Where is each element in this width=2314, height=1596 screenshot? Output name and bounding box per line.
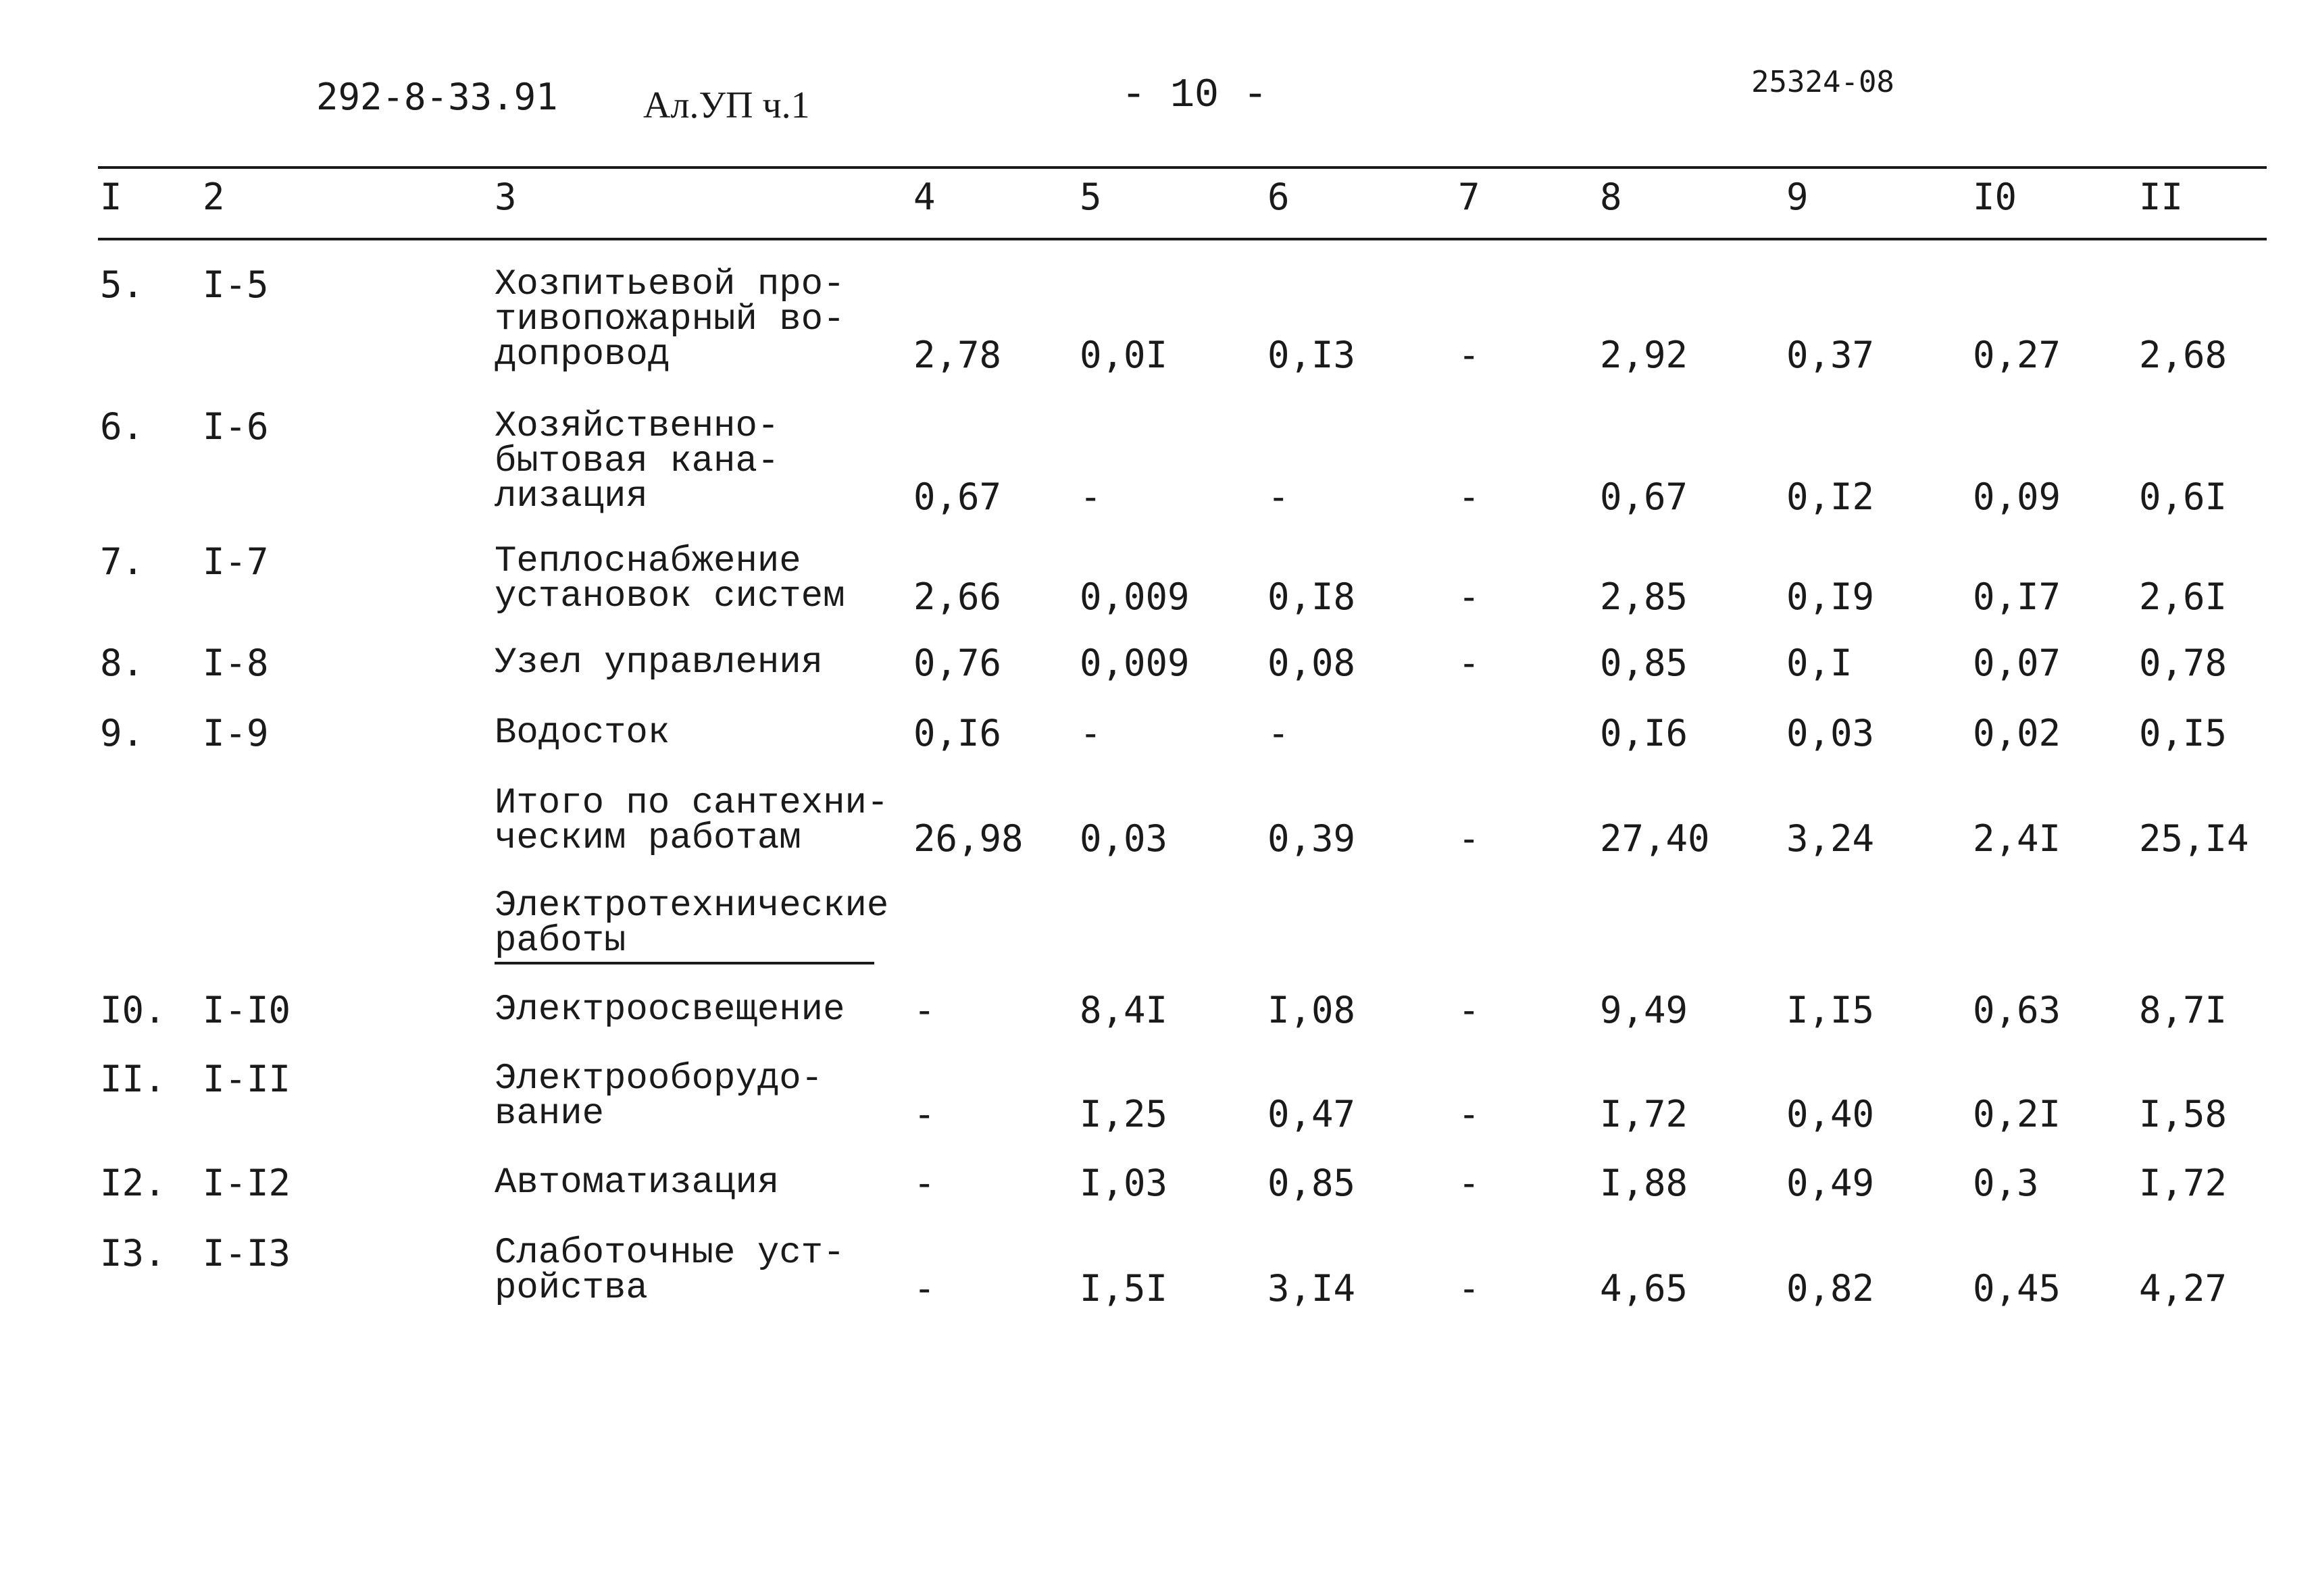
- row-value-col-4: 2,66: [913, 575, 1002, 618]
- row-value-col-6: I,08: [1267, 989, 1356, 1031]
- row-value-col-4: -: [913, 989, 936, 1031]
- column-header-9: 9: [1786, 176, 1809, 218]
- row-value-col-11: I,58: [2139, 1093, 2228, 1135]
- row-value-col-4: -: [913, 1267, 936, 1310]
- column-header-5: 5: [1080, 176, 1102, 218]
- row-value-col-5: 0,009: [1080, 575, 1190, 618]
- document-code: 292-8-33.91: [316, 76, 558, 118]
- row-value-col-6: -: [1267, 712, 1290, 754]
- page-number: - 10 -: [1122, 73, 1268, 119]
- row-value-col-9: I,I5: [1786, 989, 1875, 1031]
- row-value-col-9: 0,40: [1786, 1093, 1875, 1135]
- row-value-col-11: 0,78: [2139, 642, 2228, 684]
- row-number: 5.: [100, 263, 145, 306]
- row-value-col-7: -: [1458, 575, 1480, 618]
- row-value-col-10: 0,63: [1973, 989, 2061, 1031]
- row-value-col-9: 0,I2: [1786, 475, 1875, 518]
- row-number: II.: [100, 1058, 166, 1100]
- row-value-col-8: I,72: [1600, 1093, 1688, 1135]
- row-value-col-6: -: [1267, 475, 1290, 518]
- row-value-col-7: -: [1458, 1267, 1480, 1310]
- section-heading-underline: [495, 962, 874, 964]
- row-name: Электрооборудо- вание: [495, 1058, 824, 1135]
- row-value-col-5: -: [1080, 475, 1102, 518]
- row-code: I-8: [203, 642, 269, 684]
- row-number: 8.: [100, 642, 145, 684]
- row-value-col-9: 0,I: [1786, 642, 1853, 684]
- column-header-1: I: [100, 176, 122, 218]
- row-number: I3.: [100, 1232, 166, 1275]
- row-value-col-8: 2,85: [1600, 575, 1688, 618]
- column-header-3: 3: [495, 176, 517, 218]
- row-value-col-10: 0,02: [1973, 712, 2061, 754]
- row-name: Итого по сантехни- ческим работам: [495, 783, 889, 859]
- row-value-col-5: I,25: [1080, 1093, 1168, 1135]
- row-value-col-6: 0,39: [1267, 817, 1356, 860]
- row-value-col-4: 0,76: [913, 642, 1002, 684]
- row-value-col-11: 2,68: [2139, 334, 2228, 376]
- row-value-col-10: 0,45: [1973, 1267, 2061, 1310]
- column-header-8: 8: [1600, 176, 1622, 218]
- row-number: I2.: [100, 1162, 166, 1204]
- row-value-col-4: -: [913, 1162, 936, 1204]
- row-value-col-4: 0,67: [913, 475, 1002, 518]
- row-value-col-6: 0,08: [1267, 642, 1356, 684]
- row-value-col-5: I,03: [1080, 1162, 1168, 1204]
- row-value-col-6: 0,85: [1267, 1162, 1356, 1204]
- row-value-col-7: -: [1458, 1093, 1480, 1135]
- row-value-col-6: 0,47: [1267, 1093, 1356, 1135]
- row-value-col-11: 0,6I: [2139, 475, 2228, 518]
- row-value-col-5: 0,0I: [1080, 334, 1168, 376]
- row-value-col-6: 0,I3: [1267, 334, 1356, 376]
- row-code: I-I3: [203, 1232, 291, 1275]
- row-number: I0.: [100, 989, 166, 1031]
- row-value-col-4: 26,98: [913, 817, 1024, 860]
- row-number: 7.: [100, 540, 145, 583]
- row-value-col-7: -: [1458, 475, 1480, 518]
- row-value-col-8: 9,49: [1600, 989, 1688, 1031]
- row-name: Теплоснабжение установок систем: [495, 541, 845, 617]
- column-header-7: 7: [1458, 176, 1480, 218]
- row-value-col-9: 0,82: [1786, 1267, 1875, 1310]
- table-header-bottom-rule: [98, 238, 2267, 240]
- row-value-col-11: 0,I5: [2139, 712, 2228, 754]
- row-value-col-7: -: [1458, 1162, 1480, 1204]
- row-name: Автоматизация: [495, 1162, 780, 1204]
- row-value-col-7: -: [1458, 817, 1480, 860]
- row-value-col-10: 0,I7: [1973, 575, 2061, 618]
- row-value-col-6: 3,I4: [1267, 1267, 1356, 1310]
- row-value-col-8: 27,40: [1600, 817, 1710, 860]
- row-value-col-10: 0,3: [1973, 1162, 2039, 1204]
- row-number: 6.: [100, 405, 145, 448]
- document-number: 25324-08: [1751, 65, 1894, 99]
- row-code: I-6: [203, 405, 269, 448]
- row-value-col-10: 2,4I: [1973, 817, 2061, 860]
- row-code: I-5: [203, 263, 269, 306]
- row-value-col-4: 0,I6: [913, 712, 1002, 754]
- row-code: I-9: [203, 712, 269, 754]
- album-reference: Ал.УП ч.1: [643, 84, 810, 126]
- row-value-col-11: 8,7I: [2139, 989, 2228, 1031]
- row-value-col-5: -: [1080, 712, 1102, 754]
- row-code: I-I0: [203, 989, 291, 1031]
- row-value-col-10: 0,09: [1973, 475, 2061, 518]
- row-name: Электроосвещение: [495, 989, 845, 1031]
- row-value-col-6: 0,I8: [1267, 575, 1356, 618]
- row-value-col-8: 4,65: [1600, 1267, 1688, 1310]
- row-value-col-11: 4,27: [2139, 1267, 2228, 1310]
- row-value-col-4: 2,78: [913, 334, 1002, 376]
- row-value-col-7: -: [1458, 642, 1480, 684]
- row-value-col-7: -: [1458, 989, 1480, 1031]
- row-name: Хозпитьевой про- тивопожарный во- допровод: [495, 264, 845, 376]
- row-value-col-8: 0,I6: [1600, 712, 1688, 754]
- row-value-col-11: I,72: [2139, 1162, 2228, 1204]
- row-value-col-10: 0,2I: [1973, 1093, 2061, 1135]
- row-value-col-9: 0,49: [1786, 1162, 1875, 1204]
- row-value-col-9: 3,24: [1786, 817, 1875, 860]
- row-name: Хозяйственно- бытовая кана- лизация: [495, 406, 780, 517]
- row-name: Водосток: [495, 713, 670, 754]
- row-value-col-8: 2,92: [1600, 334, 1688, 376]
- row-value-col-10: 0,07: [1973, 642, 2061, 684]
- row-value-col-5: I,5I: [1080, 1267, 1168, 1310]
- column-header-2: 2: [203, 176, 225, 218]
- row-value-col-10: 0,27: [1973, 334, 2061, 376]
- row-value-col-9: 0,I9: [1786, 575, 1875, 618]
- row-value-col-11: 2,6I: [2139, 575, 2228, 618]
- row-value-col-4: -: [913, 1093, 936, 1135]
- row-value-col-5: 0,009: [1080, 642, 1190, 684]
- row-value-col-5: 0,03: [1080, 817, 1168, 860]
- row-name: Электротехнические работы: [495, 885, 889, 962]
- column-header-11: II: [2139, 176, 2184, 218]
- row-value-col-9: 0,37: [1786, 334, 1875, 376]
- row-code: I-7: [203, 540, 269, 583]
- column-header-10: I0: [1973, 176, 2017, 218]
- row-value-col-8: I,88: [1600, 1162, 1688, 1204]
- row-name: Слаботочные уст- ройства: [495, 1233, 845, 1309]
- row-value-col-5: 8,4I: [1080, 989, 1168, 1031]
- row-value-col-8: 0,67: [1600, 475, 1688, 518]
- table-top-rule: [98, 166, 2267, 169]
- column-header-6: 6: [1267, 176, 1290, 218]
- row-code: I-II: [203, 1058, 291, 1100]
- row-value-col-7: -: [1458, 334, 1480, 376]
- column-header-4: 4: [913, 176, 936, 218]
- row-number: 9.: [100, 712, 145, 754]
- row-name: Узел управления: [495, 642, 824, 684]
- row-value-col-8: 0,85: [1600, 642, 1688, 684]
- row-value-col-11: 25,I4: [2139, 817, 2249, 860]
- row-value-col-9: 0,03: [1786, 712, 1875, 754]
- row-code: I-I2: [203, 1162, 291, 1204]
